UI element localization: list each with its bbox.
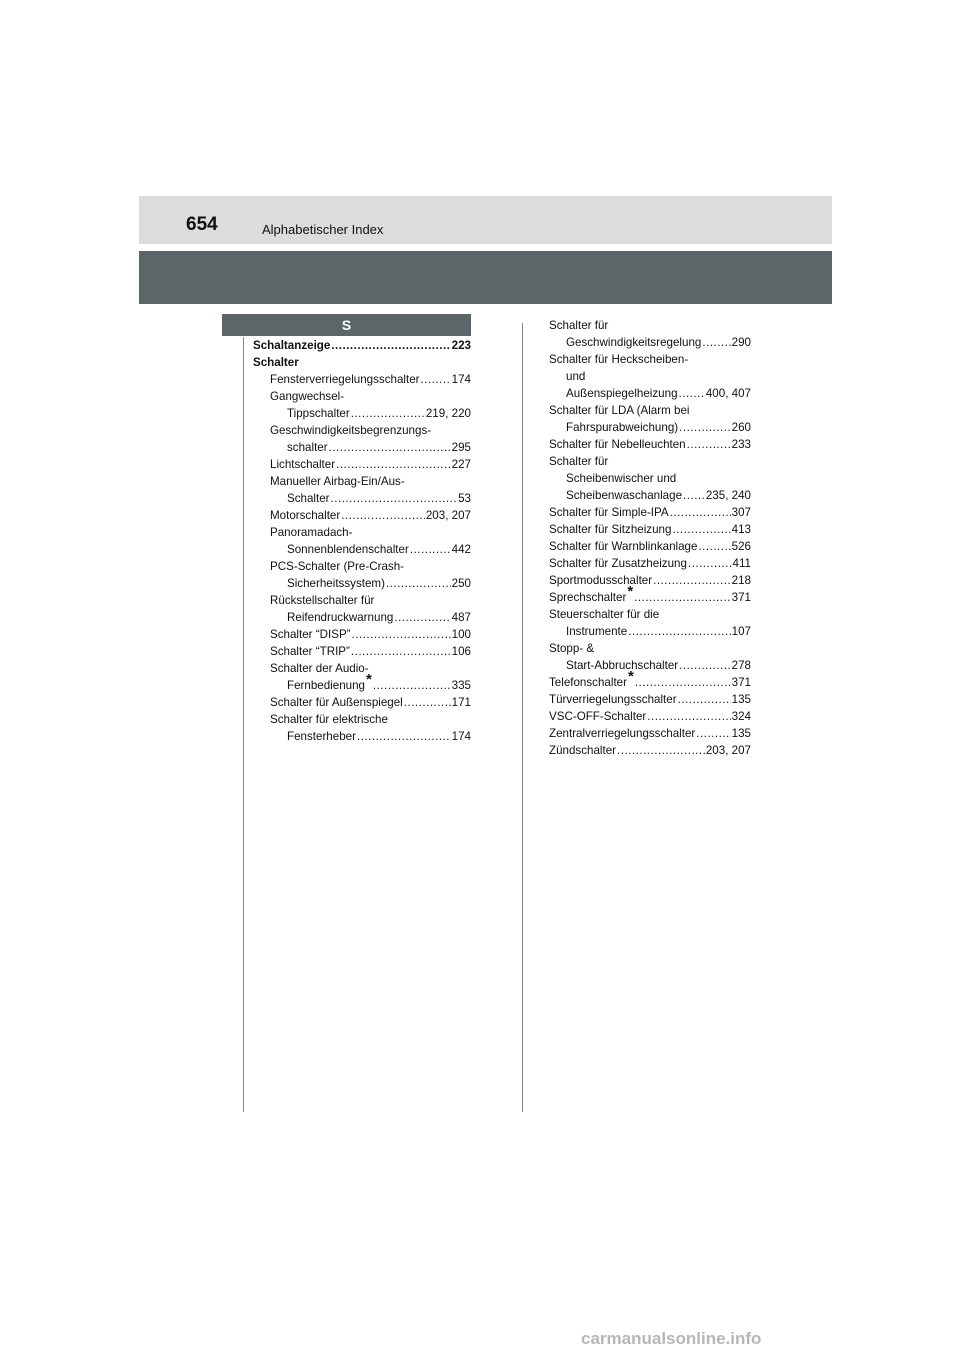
index-entry (549, 436, 751, 453)
leader-dots (653, 572, 731, 589)
leader-dots (670, 504, 731, 521)
index-entry (549, 351, 751, 402)
page-reference: 223 (451, 339, 471, 352)
index-term: Schalter für Warnblinkanlage (549, 540, 698, 553)
index-term: Steuerschalter für die (549, 608, 660, 621)
index-term: Start-Abbruchschalter (566, 659, 679, 672)
page-reference: 371 (731, 591, 751, 604)
index-term: Scheibenwischer und (566, 472, 677, 485)
page-reference: 526 (731, 540, 751, 553)
index-term: Sportmodusschalter (549, 574, 653, 587)
index-entry (549, 691, 751, 708)
index-entry (253, 388, 471, 422)
leader-dots (635, 674, 731, 691)
leader-dots (351, 405, 425, 422)
index-entry (549, 555, 751, 572)
index-entry (253, 592, 471, 626)
leader-dots (352, 626, 451, 643)
index-term: Gangwechsel- (270, 390, 345, 403)
page-reference: 250 (451, 577, 471, 590)
leader-dots (683, 487, 705, 504)
leader-dots (628, 623, 730, 640)
index-term: Außenspiegelheizung (566, 387, 678, 400)
index-entry: Sprechschalter * ..... 371 (549, 589, 751, 606)
index-term: Manueller Airbag-Ein/Aus- (270, 475, 405, 488)
index-term: VSC-OFF-Schalter (549, 710, 647, 723)
leader-dots (647, 708, 730, 725)
index-entry (253, 558, 471, 592)
index-term: Zündschalter (549, 744, 617, 757)
index-entry (549, 742, 751, 759)
leader-dots (617, 742, 705, 759)
index-entry (253, 711, 471, 745)
index-term: Geschwindigkeitsbegrenzungs- (270, 424, 432, 437)
page-reference: 171 (451, 696, 471, 709)
leader-dots (373, 677, 451, 694)
index-entry (549, 317, 751, 351)
leader-dots (698, 538, 730, 555)
page-title: Alphabetischer Index (262, 222, 384, 237)
index-entry (253, 507, 471, 524)
page-reference: 218 (731, 574, 751, 587)
page-reference: 442 (451, 543, 471, 556)
index-entry (549, 504, 751, 521)
page-reference: 411 (732, 557, 751, 570)
leader-dots (679, 419, 731, 436)
index-term: Motorschalter (270, 509, 341, 522)
index-term: Fensterheber (287, 730, 356, 743)
leader-dots (421, 371, 451, 388)
index-term: Schalter (287, 492, 330, 505)
index-entry (549, 521, 751, 538)
index-term: Panoramadach- (270, 526, 353, 539)
index-entry (549, 402, 751, 436)
index-term: Scheibenwaschanlage (566, 489, 683, 502)
index-term: Reifendruckwarnung (287, 611, 394, 624)
page-reference: 260 (731, 421, 751, 434)
index-entry (549, 572, 751, 589)
index-entry (549, 725, 751, 742)
leader-dots (679, 657, 731, 674)
page-reference: 174 (451, 373, 471, 386)
page-reference: 487 (451, 611, 471, 624)
leader-dots (341, 507, 425, 524)
section-letter-heading: S (222, 314, 471, 336)
index-entry (549, 640, 751, 674)
index-term: Schalter für LDA (Alarm bei (549, 404, 690, 417)
header-bar (139, 196, 832, 244)
page-reference: 371 (731, 676, 751, 689)
leader-dots (329, 439, 451, 456)
page-reference: 203, 207 (705, 744, 751, 757)
leader-dots (678, 691, 731, 708)
page-reference: 227 (451, 458, 471, 471)
page-number: 654 (186, 214, 218, 235)
page-reference: 235, 240 (705, 489, 751, 502)
leader-dots (410, 541, 451, 558)
header-band (139, 251, 832, 304)
index-term: Instrumente (566, 625, 628, 638)
page-reference: 100 (451, 628, 471, 641)
right-column-rule (522, 323, 523, 1112)
index-entry (253, 524, 471, 558)
index-term: Schalter für elektrische (270, 713, 388, 726)
index-term: Schalter der Audio- (270, 662, 369, 675)
page-reference: 324 (731, 710, 751, 723)
leader-dots (394, 609, 450, 626)
leader-dots (688, 555, 732, 572)
index-term: Fahrspurabweichung) (566, 421, 679, 434)
page-reference: 106 (451, 645, 471, 658)
leader-dots (702, 334, 730, 351)
index-term: Sonnenblendenschalter (287, 543, 409, 556)
index-term: Fensterverriegelungsschalter (270, 373, 420, 386)
index-entry (549, 708, 751, 725)
leader-dots (679, 385, 705, 402)
index-term: Schalter für Heckscheiben- (549, 353, 689, 366)
page-reference: 174 (451, 730, 471, 743)
index-term: Stopp- & (549, 642, 595, 655)
leader-dots (696, 725, 730, 742)
page-reference: 400, 407 (705, 387, 751, 400)
leader-dots (672, 521, 730, 538)
index-entry (253, 626, 471, 643)
index-term: PCS-Schalter (Pre-Crash- (270, 560, 405, 573)
leader-dots (331, 337, 450, 354)
index-term: schalter (287, 441, 328, 454)
index-entry (549, 453, 751, 504)
left-column-rule (243, 337, 244, 1112)
index-entry (253, 337, 471, 354)
index-entry: Schalter der Audio- Fernbedienung * ..... 335 (253, 660, 471, 694)
index-term: Lichtschalter (270, 458, 336, 471)
index-term: Schalter für Sitzheizung (549, 523, 672, 536)
index-term: Schalter für Außenspiegel (270, 696, 403, 709)
leader-dots (386, 575, 451, 592)
page-reference: 135 (731, 693, 751, 706)
index-entry (549, 538, 751, 555)
page-reference: 53 (458, 492, 471, 505)
index-entry (253, 354, 471, 371)
index-term: Schalter (253, 356, 299, 369)
leader-dots (687, 436, 731, 453)
index-entry (253, 473, 471, 507)
index-term: Schalter für (549, 455, 609, 468)
page-reference: 278 (731, 659, 751, 672)
leader-dots (357, 728, 451, 745)
page-reference: 203, 207 (425, 509, 471, 522)
leader-dots (404, 694, 451, 711)
index-entry (253, 694, 471, 711)
index-term: Zentralverriegelungsschalter (549, 727, 696, 740)
page-reference: 307 (731, 506, 751, 519)
leader-dots (634, 589, 730, 606)
leader-dots (351, 643, 451, 660)
index-term: Schalter für Zusatzheizung (549, 557, 687, 570)
index-entry (253, 422, 471, 456)
index-term: Schalter für Simple-IPA (549, 506, 669, 519)
index-term: Schaltanzeige (253, 339, 331, 352)
index-term: und (566, 370, 586, 383)
index-entry (253, 371, 471, 388)
page-reference: 219, 220 (425, 407, 471, 420)
page-reference: 135 (731, 727, 751, 740)
index-term: Schalter für (549, 319, 609, 332)
page-reference: 335 (451, 679, 471, 692)
index-term: Fernbedienung (287, 679, 365, 692)
page-reference: 295 (451, 441, 471, 454)
index-entry (253, 643, 471, 660)
watermark: carmanualsonline.info (581, 1329, 762, 1348)
index-entry: Telefonschalter * ..... 371 (549, 674, 751, 691)
index-term: Sicherheitssystem) (287, 577, 385, 590)
index-term: Geschwindigkeitsregelung (566, 336, 702, 349)
leader-dots (331, 490, 458, 507)
index-term: Tippschalter (287, 407, 350, 420)
index-entry (253, 456, 471, 473)
index-entry (549, 606, 751, 640)
index-column-right (549, 317, 751, 759)
index-term: Rückstellschalter für (270, 594, 375, 607)
leader-dots (336, 456, 451, 473)
page-reference: 233 (731, 438, 751, 451)
page-reference: 413 (731, 523, 751, 536)
index-term: Schalter “TRIP” (270, 645, 350, 658)
index-term: Schalter für Nebelleuchten (549, 438, 686, 451)
index-term: Schalter “DISP” (270, 628, 351, 641)
index-term: Sprechschalter (549, 591, 627, 604)
index-term: Telefonschalter (549, 676, 627, 689)
index-term: Türverriegelungsschalter (549, 693, 677, 706)
page-reference: 290 (731, 336, 751, 349)
index-column-left (253, 337, 471, 745)
page-reference: 107 (731, 625, 751, 638)
